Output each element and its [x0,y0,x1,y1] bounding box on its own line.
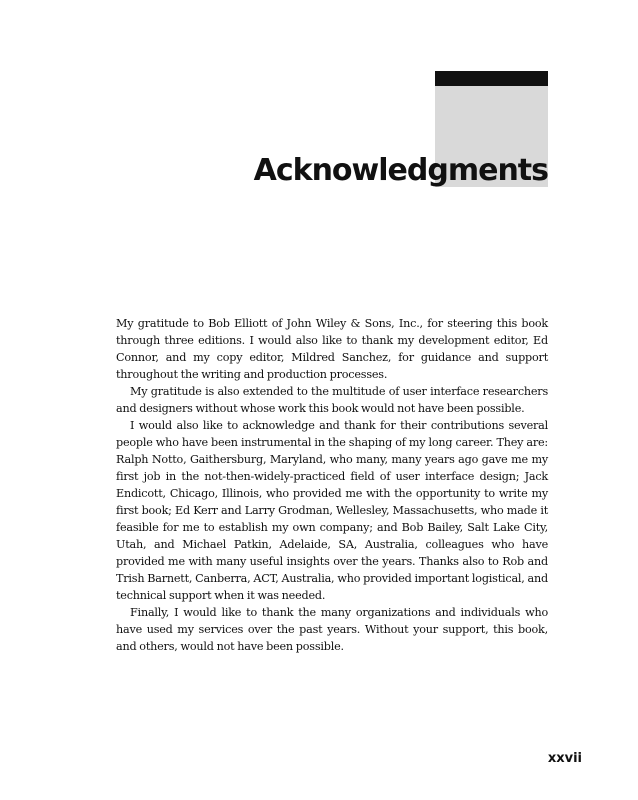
paragraph-2: My gratitude is also extended to the multitude of user interface researchers and designers without whose work this book would not have been possible. [116,385,548,415]
paragraph-4: Finally, I would like to thank the many organizations and individuals who have used my services over the past years. Without your support, this book, and others, would not have been possible. [116,606,548,653]
paragraph-1: My gratitude to Bob Elliott of John Wiley & Sons, Inc., for steering this book through three editions. I would also like to thank my development editor, Ed Connor, and my copy editor, Mildred Sanchez, for guidance and support throughout the writing and production processes. [116,317,548,381]
paragraph-3: I would also like to acknowledge and thank for their contributions several people who have been instrumental in the shaping of my long career. They are: Ralph Notto, Gaithersburg, Maryland, who many, many years ago gave me my first job in the not-then-widely-practiced field of user interface design; Jack Endicott, Chicago, Illinois, who provided me with the opportunity to write my first book; Ed Kerr and Larry Grodman, Wellesley, Massachusetts, who made it feasible for me to establish my own company; and Bob Bailey, Salt Lake City, Utah, and Michael Patkin, Adelaide, SA, Australia, colleagues who have provided me with many useful insights over the years. Thanks also to Rob and Trish Barnett, Canberra, ACT, Australia, who provided important logistical, and technical support when it was needed. [116,419,548,602]
body-text [116,315,548,655]
chapter-tab-black-bar [435,71,548,86]
page-number: xxvii [547,751,582,766]
chapter-title: Acknowledgments [253,153,548,188]
